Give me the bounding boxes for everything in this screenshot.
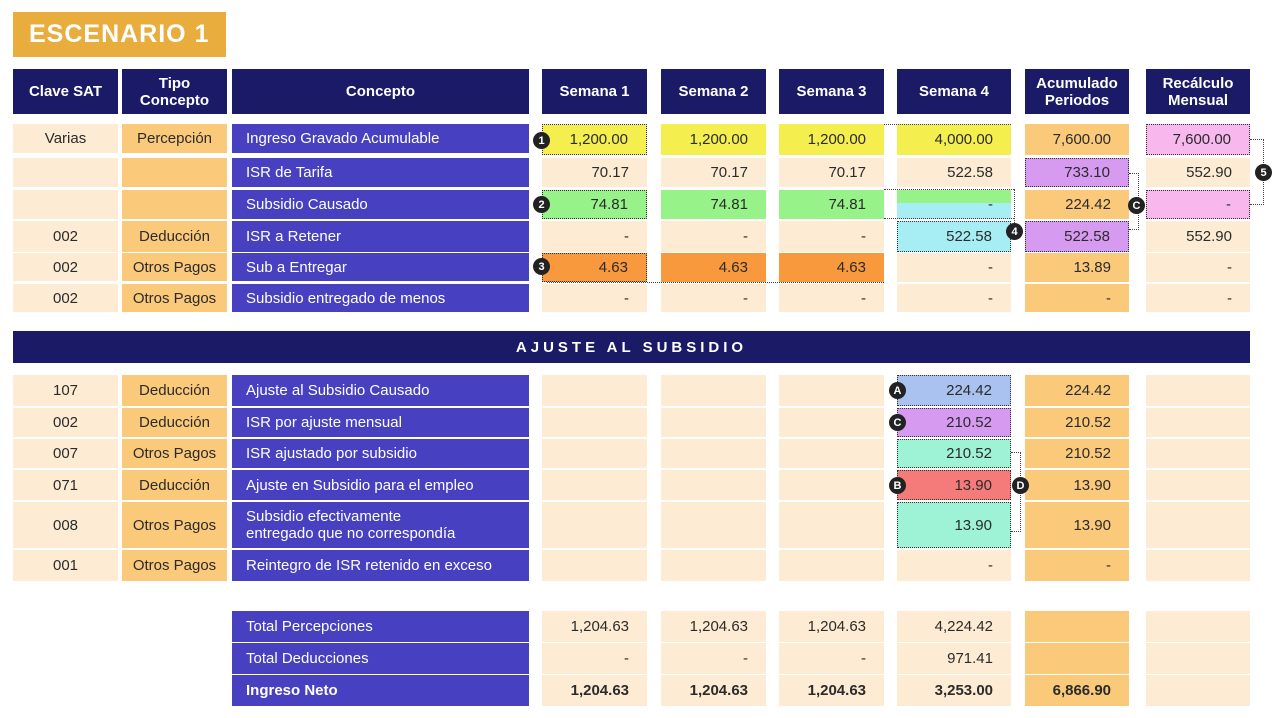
cell-semana-1: - (542, 284, 647, 312)
cell-semana-3: 70.17 (779, 158, 884, 187)
cell-acumulado: - (1025, 550, 1129, 581)
total-semana-3: 1,204.63 (779, 611, 884, 642)
cell-tipo: Otros Pagos (122, 550, 227, 581)
header-semana-4: Semana 4 (897, 69, 1011, 114)
header-recalculo-line1: Recálculo (1162, 74, 1234, 92)
cell-tipo: Otros Pagos (122, 439, 227, 468)
marker-2: 2 (533, 196, 550, 213)
cell-clave: 002 (13, 253, 118, 281)
total-semana-1: 1,204.63 (542, 611, 647, 642)
cell-empty (542, 439, 647, 468)
cell-semana-4: 210.52 (897, 408, 1011, 437)
header-tipo-line1: Tipo (158, 74, 191, 92)
total-semana-2: 1,204.63 (661, 675, 766, 706)
cell-concepto: Subsidio Causado (232, 190, 529, 219)
cell-semana-1: - (542, 221, 647, 252)
header-acumulado (1025, 69, 1129, 114)
total-semana-3: - (779, 643, 884, 674)
header-recalculo-line2: Mensual (1167, 91, 1228, 109)
cell-semana-3: 1,200.00 (779, 124, 884, 155)
cell-semana-3: 4.63 (779, 253, 884, 282)
marker-c: C (1128, 197, 1145, 214)
cell-clave: 008 (13, 502, 118, 548)
cell-semana-2: 74.81 (661, 190, 766, 219)
cell-empty (1146, 408, 1250, 437)
cell-empty (779, 439, 884, 468)
cell-semana-4: 224.42 (897, 375, 1011, 406)
cell-semana-4: 522.58 (897, 158, 1011, 187)
total-label: Ingreso Neto (232, 675, 529, 706)
cell-empty (1146, 470, 1250, 500)
cell-empty (1146, 375, 1250, 406)
cell-tipo: Deducción (122, 375, 227, 406)
total-label: Total Deducciones (232, 643, 529, 674)
section-band-ajuste: AJUSTE AL SUBSIDIO (13, 331, 1250, 363)
cell-empty (542, 550, 647, 581)
total-semana-2: 1,204.63 (661, 611, 766, 642)
cell-semana-4: - (897, 190, 1011, 219)
cell-clave (13, 158, 118, 187)
cell-recalculo: - (1146, 190, 1250, 219)
cell-semana-4: - (897, 284, 1011, 312)
group-line (884, 218, 1014, 219)
marker-1: 1 (533, 132, 550, 149)
cell-concepto: ISR de Tarifa (232, 158, 529, 187)
cell-concepto: Subsidio entregado de menos (232, 284, 529, 312)
marker-4: 4 (1006, 223, 1023, 240)
cell-tipo: Deducción (122, 221, 227, 252)
cell-semana-2: - (661, 221, 766, 252)
total-semana-4: 971.41 (897, 643, 1011, 674)
marker-b: B (889, 477, 906, 494)
cell-clave: 071 (13, 470, 118, 500)
cell-empty (1146, 611, 1250, 642)
cell-empty (661, 375, 766, 406)
cell-concepto: Ingreso Gravado Acumulable (232, 124, 529, 153)
cell-concepto: Ajuste al Subsidio Causado (232, 375, 529, 406)
cell-concepto (232, 502, 529, 548)
cell-semana-4: 210.52 (897, 439, 1011, 468)
cell-acumulado: 522.58 (1025, 221, 1129, 252)
cell-concepto: ISR a Retener (232, 221, 529, 252)
cell-empty (1146, 502, 1250, 548)
cell-semana-4: - (897, 253, 1011, 282)
cell-empty (779, 470, 884, 500)
cell-semana-3: 74.81 (779, 190, 884, 219)
cell-recalculo: - (1146, 284, 1250, 312)
header-semana-2: Semana 2 (661, 69, 766, 114)
cell-empty (779, 550, 884, 581)
group-line (547, 282, 884, 283)
cell-clave: Varias (13, 124, 118, 153)
cell-acumulado: 224.42 (1025, 190, 1129, 219)
cell-semana-1: 70.17 (542, 158, 647, 187)
cell-empty (1146, 439, 1250, 468)
cell-empty (661, 550, 766, 581)
cell-tipo: Deducción (122, 408, 227, 437)
cell-semana-2: 4.63 (661, 253, 766, 282)
cell-empty (779, 502, 884, 548)
cell-recalculo: 552.90 (1146, 221, 1250, 252)
header-semana-1: Semana 1 (542, 69, 647, 114)
cell-recalculo: 7,600.00 (1146, 124, 1250, 155)
cell-semana-4: 4,000.00 (897, 124, 1011, 155)
cell-clave: 007 (13, 439, 118, 468)
cell-empty (1146, 675, 1250, 706)
marker-c: C (889, 414, 906, 431)
total-semana-1: 1,204.63 (542, 675, 647, 706)
cell-empty (542, 502, 647, 548)
cell-tipo: Percepción (122, 124, 227, 153)
cell-empty (1146, 643, 1250, 674)
total-label: Total Percepciones (232, 611, 529, 642)
header-tipo-concepto (122, 69, 227, 114)
cell-acumulado: - (1025, 284, 1129, 312)
cell-semana-2: 70.17 (661, 158, 766, 187)
cell-tipo (122, 190, 227, 219)
cell-empty (779, 408, 884, 437)
cell-concepto: Reintegro de ISR retenido en exceso (232, 550, 529, 581)
cell-tipo: Otros Pagos (122, 284, 227, 312)
cell-semana-1: 1,200.00 (542, 124, 647, 155)
cell-semana-1: 74.81 (542, 190, 647, 219)
cell-acumulado: 13.90 (1025, 502, 1129, 548)
total-acumulado: 6,866.90 (1025, 675, 1129, 706)
cell-acumulado: 210.52 (1025, 439, 1129, 468)
header-concepto: Concepto (232, 69, 529, 114)
header-clave-sat: Clave SAT (13, 69, 118, 114)
cell-clave: 002 (13, 284, 118, 312)
marker-a: A (889, 382, 906, 399)
cell-semana-3: - (779, 221, 884, 252)
cell-acumulado: 13.90 (1025, 470, 1129, 500)
concepto-line2: entregado que no correspondía (246, 525, 456, 542)
cell-semana-4: 13.90 (897, 502, 1011, 548)
cell-tipo (122, 158, 227, 187)
cell-semana-4: 13.90 (897, 470, 1011, 500)
cell-acumulado: 7,600.00 (1025, 124, 1129, 155)
scenario-title: ESCENARIO 1 (13, 12, 226, 57)
cell-acumulado: 733.10 (1025, 158, 1129, 187)
cell-tipo: Deducción (122, 470, 227, 500)
cell-semana-4: - (897, 550, 1011, 581)
total-semana-2: - (661, 643, 766, 674)
cell-semana-2: 1,200.00 (661, 124, 766, 155)
group-line (884, 189, 1014, 190)
cell-empty (1146, 550, 1250, 581)
cell-semana-2: - (661, 284, 766, 312)
cell-empty (661, 502, 766, 548)
total-semana-4: 4,224.42 (897, 611, 1011, 642)
total-acumulado (1025, 643, 1129, 674)
cell-clave (13, 190, 118, 219)
concepto-line1: Subsidio efectivamente (246, 508, 402, 525)
cell-acumulado: 224.42 (1025, 375, 1129, 406)
cell-empty (542, 408, 647, 437)
cell-semana-3: - (779, 284, 884, 312)
cell-concepto: ISR ajustado por subsidio (232, 439, 529, 468)
cell-empty (542, 375, 647, 406)
cell-empty (661, 470, 766, 500)
cell-clave: 002 (13, 221, 118, 252)
total-semana-3: 1,204.63 (779, 675, 884, 706)
total-acumulado (1025, 611, 1129, 642)
total-semana-4: 3,253.00 (897, 675, 1011, 706)
cell-empty (661, 408, 766, 437)
cell-concepto: ISR por ajuste mensual (232, 408, 529, 437)
marker-3: 3 (533, 258, 550, 275)
cell-empty (661, 439, 766, 468)
cell-concepto: Sub a Entregar (232, 253, 529, 281)
cell-clave: 002 (13, 408, 118, 437)
cell-clave: 001 (13, 550, 118, 581)
cell-clave: 107 (13, 375, 118, 406)
total-semana-1: - (542, 643, 647, 674)
cell-acumulado: 13.89 (1025, 253, 1129, 282)
group-line (884, 124, 1011, 125)
cell-tipo: Otros Pagos (122, 253, 227, 281)
cell-concepto: Ajuste en Subsidio para el empleo (232, 470, 529, 500)
cell-empty (779, 375, 884, 406)
cell-tipo: Otros Pagos (122, 502, 227, 548)
header-semana-3: Semana 3 (779, 69, 884, 114)
cell-recalculo: 552.90 (1146, 158, 1250, 187)
cell-empty (542, 470, 647, 500)
cell-semana-4: 522.58 (897, 221, 1011, 252)
marker-d: D (1012, 477, 1029, 494)
marker-5: 5 (1255, 164, 1272, 181)
header-acumulado-line1: Acumulado (1036, 74, 1118, 92)
cell-recalculo: - (1146, 253, 1250, 282)
header-tipo-line2: Concepto (139, 91, 210, 109)
cell-acumulado: 210.52 (1025, 408, 1129, 437)
header-recalculo (1146, 69, 1250, 114)
cell-semana-1: 4.63 (542, 253, 647, 282)
header-acumulado-line2: Periodos (1044, 91, 1110, 109)
